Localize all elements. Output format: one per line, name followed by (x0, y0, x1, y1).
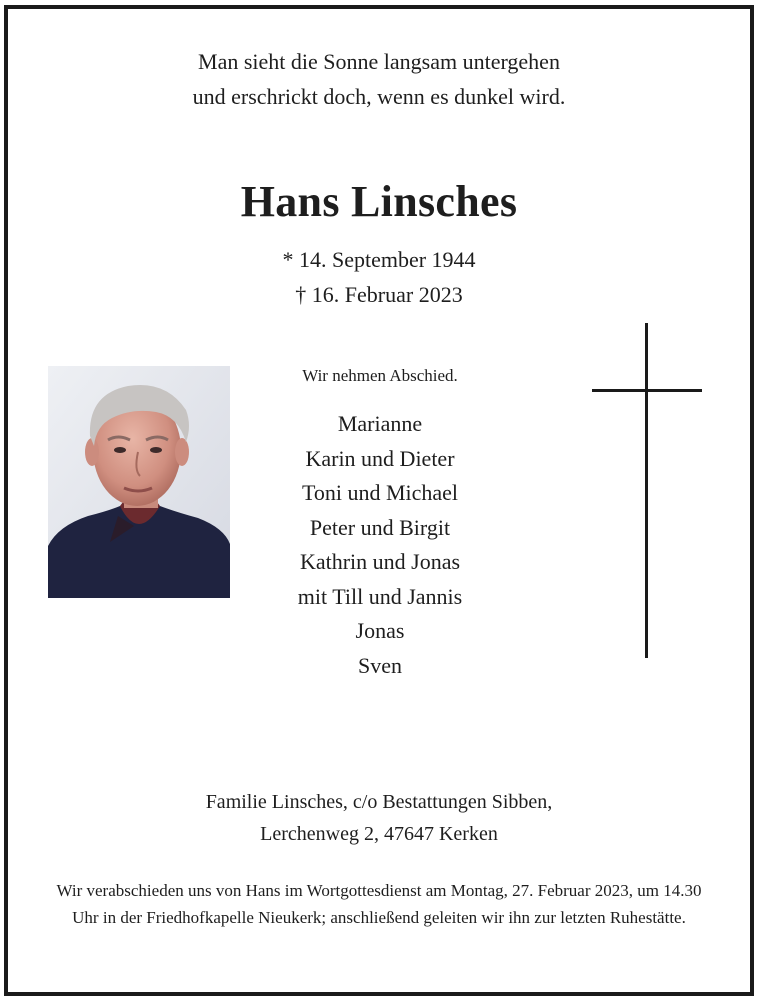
contact-address (0, 786, 758, 850)
mourner-name: Toni und Michael (301, 480, 459, 505)
funeral-service-notice: Wir verabschieden uns von Hans im Wortgottesdienst am Montag, 27. Februar 2023, um 14.30 Uhr in der Friedhofkapelle Nieukerk; anschließend geleiten wir ihn zur letzten Ruhestätte. (56, 881, 702, 927)
verse-line-1: Man sieht die Sonne langsam untergehen (198, 49, 560, 74)
contact-line-2: Lerchenweg 2, 47647 Kerken (260, 823, 498, 845)
cross-icon-beam (592, 389, 702, 392)
mourner-name: mit Till und Jannis (297, 583, 463, 609)
mourner-name: Marianne (337, 411, 423, 436)
verse (0, 44, 758, 114)
cross-icon (645, 323, 648, 658)
mourner-name: Karin und Dieter (305, 445, 455, 471)
mourner-name: Jonas (355, 618, 405, 643)
contact-line-1: Familie Linsches, c/o Bestattungen Sibben, (205, 791, 553, 813)
verse-line-2: und erschrickt doch, wenn es dunkel wird. (192, 84, 566, 109)
death-date: † 16. Februar 2023 (295, 282, 463, 307)
deceased-name: Hans Linsches (240, 177, 518, 226)
mourner-name: Sven (358, 652, 402, 678)
portrait-photo (48, 366, 230, 598)
farewell-intro: Wir nehmen Abschied. (302, 366, 458, 385)
mourner-name: Kathrin und Jonas (299, 549, 461, 574)
mourners-list (250, 407, 510, 683)
birth-date: * 14. September 1944 (282, 247, 476, 272)
mourner-name: Peter und Birgit (309, 514, 451, 540)
